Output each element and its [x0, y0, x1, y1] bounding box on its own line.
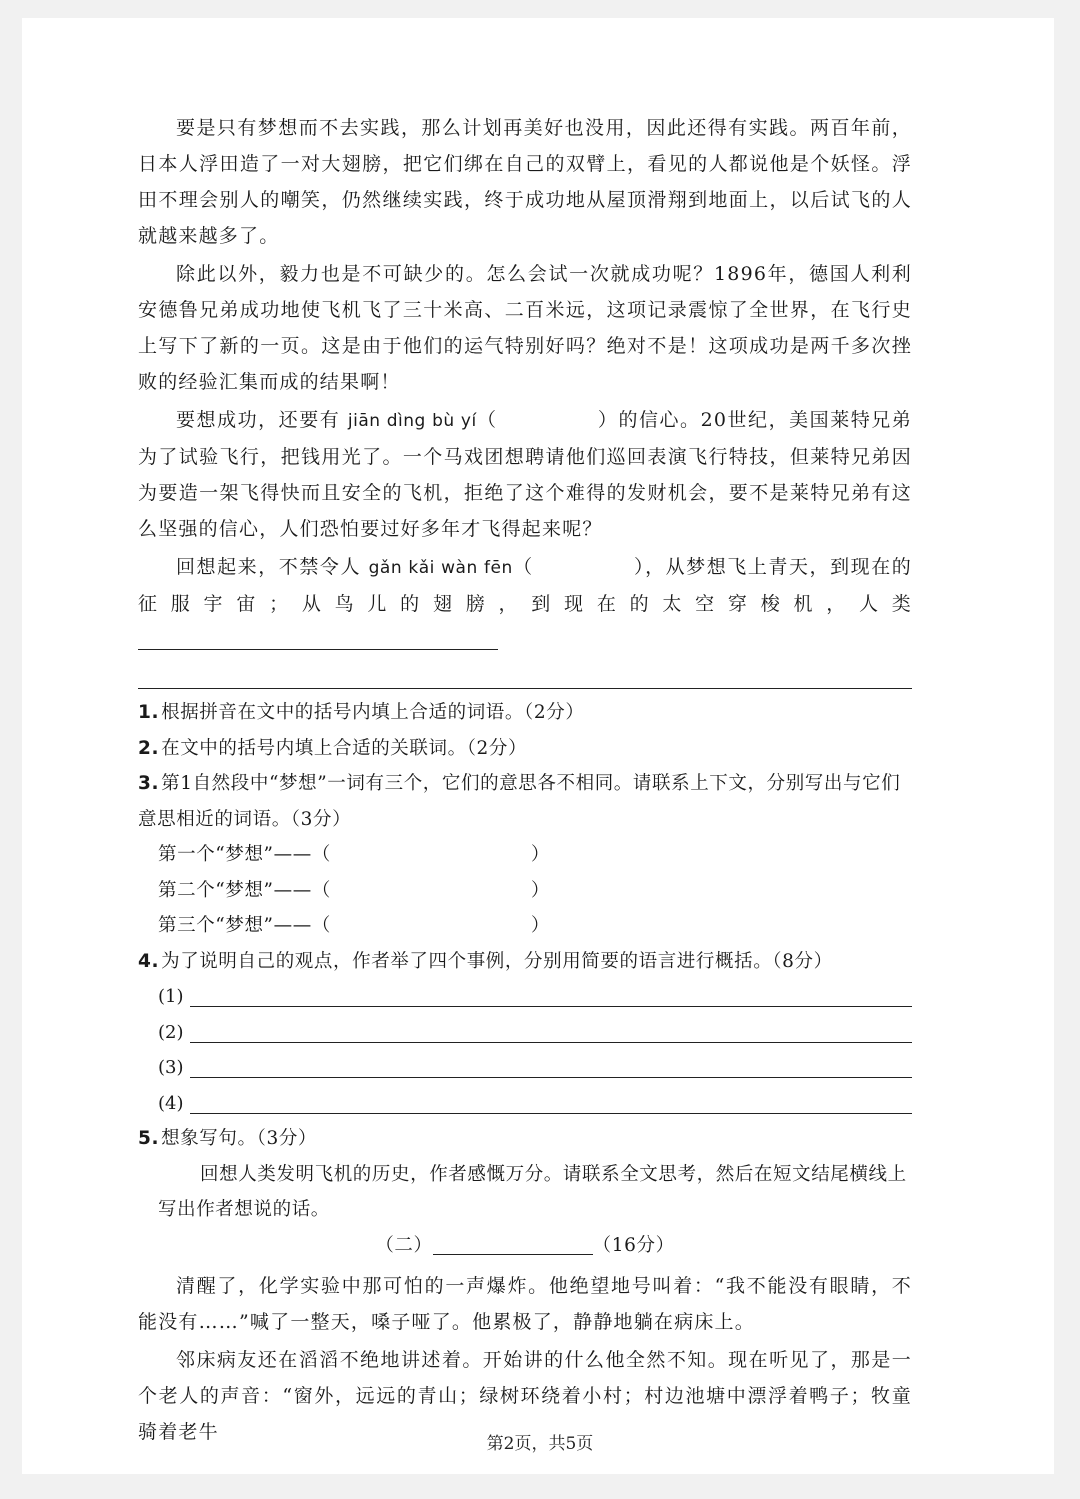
paragraph-reflection: 回想起来，不禁令人 gǎn kǎi wàn fēn（ ），从梦想飞上青天，到现在的征服宇宙；从鸟儿的翅膀，到现在的太空穿梭机，人类 — [138, 549, 912, 658]
q3-item-2: 第二个“梦想”——（ ） — [158, 879, 551, 901]
q4-answer-line-4[interactable] — [190, 1093, 912, 1114]
question-4: 4. 为了说明自己的观点，作者举了四个事例，分别用简要的语言进行概括。（8分） — [138, 950, 833, 972]
q4-answer-line-1[interactable] — [190, 986, 912, 1007]
paragraph-perseverance: 除此以外，毅力也是不可缺少的。怎么会试一次就成功呢？1896年，德国人利利安德鲁兄弟成功地使飞机飞了三十米高、二百米远，这项记录震惊了全世界，在飞行史上写下了新的一页。这是由于他们的运气特别好吗？绝对不是！这项成功是两千多次挫败的经验汇集而成的结果啊！ — [138, 263, 912, 393]
paragraph-confidence: 要想成功，还要有 jiān dìng bù yí（ ）的信心。20世纪，美国莱特兄弟为了试验飞行，把钱用光了。一个马戏团想聘请他们巡回表演飞行特技，但莱特兄弟因为要造一架飞得快而且安全的飞机，拒绝了这个难得的发财机会，要不是莱特兄弟有这么坚强的信心，人们恐怕要过好多年才飞得起来呢？ — [138, 409, 912, 540]
passage-content — [138, 110, 912, 1450]
page-number: 第2页，共5页 — [486, 1434, 594, 1454]
question-2: 2. 在文中的括号内填上合适的关联词。（2分） — [138, 737, 528, 759]
pinyin-prompt-1: jiān dìng bù yí — [347, 411, 477, 431]
q4-answer-line-3[interactable] — [190, 1057, 912, 1078]
section-2-title-blank[interactable] — [433, 1232, 593, 1255]
q4-answer-row-1: (1) — [158, 979, 912, 1015]
section-2-paragraph-2: 邻床病友还在滔滔不绝地讲述着。开始讲的什么他全然不知。现在听见了，那是一个老人的声音：“窗外，远远的青山；绿树环绕着小村；村边池塘中漂浮着鸭子；牧童骑着老牛 — [138, 1348, 912, 1443]
q4-answer-row-4: (4) — [158, 1086, 912, 1122]
question-3: 3. 第1自然段中“梦想”一词有三个，它们的意思各不相同。请联系上下文，分别写出与它们意思相近的词语。（3分） — [138, 773, 901, 830]
ending-answer-blank[interactable] — [138, 627, 498, 650]
pinyin-prompt-2: gǎn kǎi wàn fēn — [368, 558, 513, 578]
section-2-paragraph-1: 清醒了，化学实验中那可怕的一声爆炸。他绝望地号叫着：“我不能没有眼睛，不能没有……”喊了一整天，嗓子哑了。他累极了，静静地躺在病床上。 — [138, 1274, 912, 1333]
q4-answer-line-2[interactable] — [190, 1022, 912, 1043]
question-1: 1. 根据拼音在文中的括号内填上合适的词语。（2分） — [138, 702, 585, 723]
question-5-detail: 回想人类发明飞机的历史，作者感慨万分。请联系全文思考，然后在短文结尾横线上写出作者想说的话。 — [158, 1163, 907, 1220]
section-2-title: （二） （16分） — [138, 1228, 912, 1264]
q4-answer-row-3: (3) — [158, 1050, 912, 1086]
question-5: 5. 想象写句。（3分） — [138, 1128, 318, 1149]
q3-item-1: 第一个“梦想”——（ ） — [158, 844, 551, 865]
q3-item-3: 第三个“梦想”——（ ） — [158, 915, 551, 936]
paragraph-practice: 要是只有梦想而不去实践，那么计划再美好也没用，因此还得有实践。两百年前，日本人浮田造了一对大翅膀，把它们绑在自己的双臂上，看见的人都说他是个妖怪。浮田不理会别人的嘲笑，仍然继续实践，终于成功地从屋顶滑翔到地面上，以后试飞的人就越来越多了。 — [138, 117, 912, 247]
ending-answer-line[interactable] — [138, 658, 912, 689]
q4-answer-row-2: (2) — [158, 1015, 912, 1051]
